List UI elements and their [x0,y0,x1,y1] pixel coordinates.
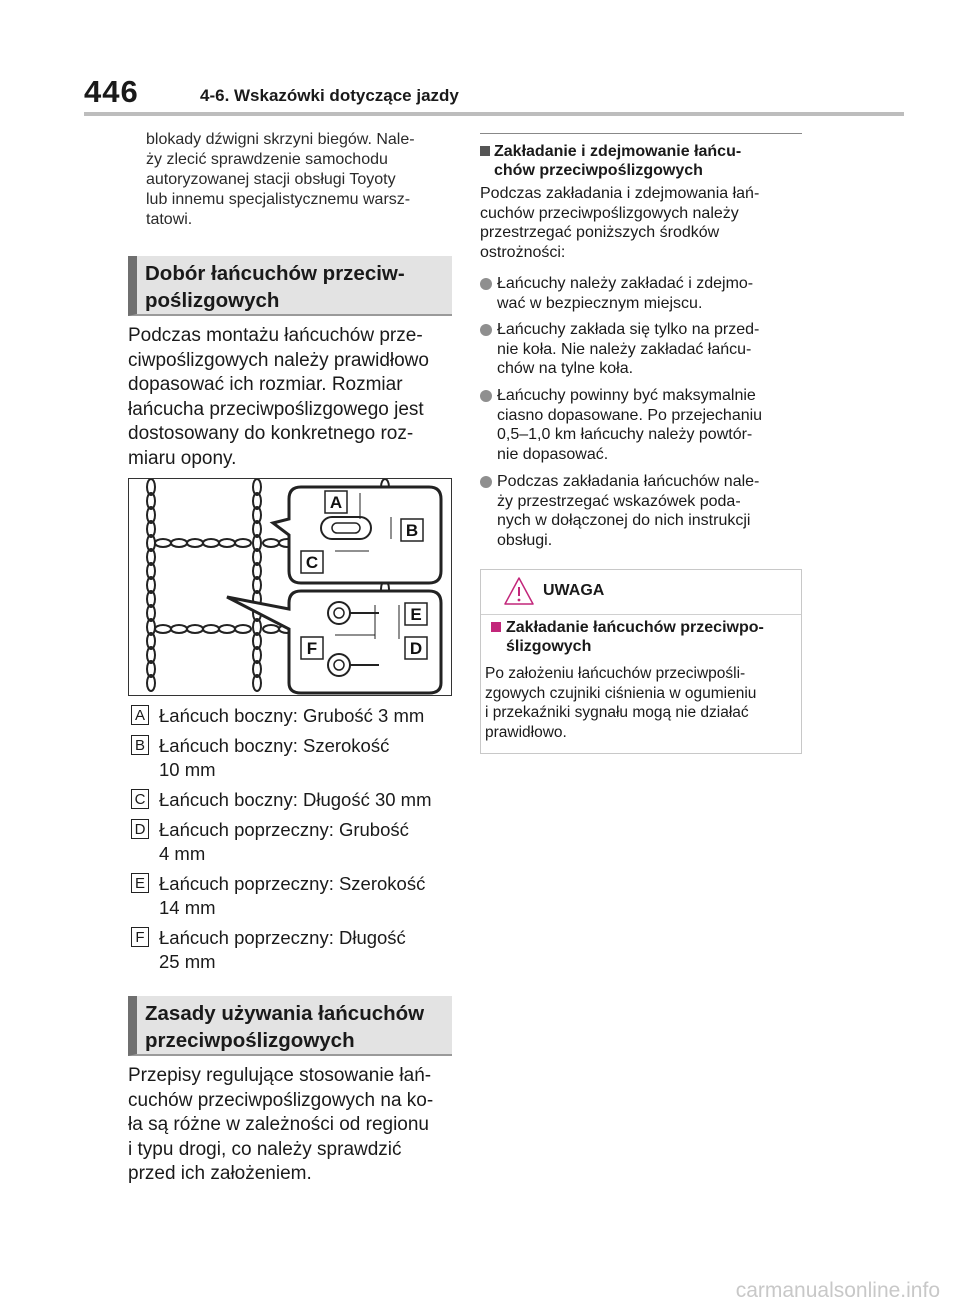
intro-line: lub innemu specjalistycznemu warsz- [146,191,411,208]
legend-line: 14 mm [159,897,216,918]
diagram-label-e: E [410,605,422,624]
snow-chain-illustration [128,478,452,696]
bullet-line: Łańcuchy należy zakładać i zdejmo- [497,275,754,292]
legend-letter: E [131,873,149,893]
legend-text [159,926,406,974]
legend-text [159,872,425,920]
legend-line: Łańcuch poprzeczny: Szerokość [159,873,426,894]
heading-chain-selection [128,256,452,316]
bullet-line: Łańcuchy zakłada się tylko na przed- [497,321,760,338]
legend-line: Łańcuch boczny: Długość 30 mm [159,789,432,810]
intro-line: blokady dźwigni skrzyni biegów. Nale- [146,131,415,148]
right-column-divider [480,133,802,134]
heading-line: przeciwpoślizgowych [145,1029,355,1052]
legend-letter: D [131,819,149,839]
para-line: dostosowany do konkretnego roz- [128,423,414,444]
legend-letter: B [131,735,149,755]
warning-line: zgowych czujniki ciśnienia w ogumieniu [485,684,757,702]
watermark: carmanualsonline.info [735,1279,940,1302]
intro-line: tatowi. [146,211,193,228]
diagram-label-b: B [405,521,419,540]
bullet-dot-icon [480,278,492,290]
intro-paragraph [146,130,456,230]
para-line: cuchów przeciwpoślizgowych na ko- [128,1089,434,1111]
heading-line: Zasady używania łańcuchów [145,1002,425,1025]
bullet-dot-icon [480,390,492,402]
bullet-dot-icon [480,476,492,488]
intro-line: autoryzowanej stacji obsługi Toyoty [146,171,396,188]
chain-size-paragraph [128,324,458,471]
chain-rules-paragraph [128,1064,458,1187]
text-line: Podczas zakładania i zdejmowania łań- [480,185,760,202]
diagram-label-c: C [305,553,319,572]
para-line: Podczas montażu łańcuchów prze- [128,325,423,346]
legend-text [159,734,389,782]
legend-text [159,788,432,812]
legend-text [159,704,424,728]
warning-box [480,569,802,754]
warning-sub-heading [491,618,791,656]
diagram-label-a: A [329,493,343,512]
text-line: przestrzegać poniższych środków [480,224,720,241]
para-line: dopasować ich rozmiar. Rozmiar [128,374,403,395]
text-line: ostrożności: [480,243,566,261]
warning-line: Po założeniu łańcuchów przeciwpośli- [485,665,746,682]
para-line: przed ich założeniem. [128,1163,312,1184]
diagram-label-f: F [306,639,318,658]
warning-line: i przekaźniki sygnału mogą nie działać [485,704,749,721]
para-line: Przepisy regulujące stosowanie łań- [128,1065,432,1086]
warning-text [485,664,799,742]
legend-line: 25 mm [159,951,216,972]
para-line: i typu drogi, co należy sprawdzić [128,1138,402,1160]
heading-chain-rules [128,996,452,1056]
bullet-line: ży przestrzegać wskazówek poda- [497,492,741,510]
para-line: łańcucha przeciwpoślizgowego jest [128,398,424,420]
bullet-line: wać w bezpiecznym miejscu. [497,294,703,312]
bullet-line: 0,5–1,0 km łańcuchy należy powtór- [497,426,753,443]
header-divider [84,112,904,116]
bullet-line: ciasno dopasowane. Po przejechaniu [497,406,763,424]
legend-line: Łańcuch poprzeczny: Długość [159,927,406,948]
install-intro-paragraph [480,184,802,262]
warning-line: prawidłowo. [485,723,567,741]
square-bullet-icon [491,622,501,632]
warning-triangle-icon [503,576,535,606]
diagram-label-d: D [409,639,423,658]
bullet-line: Podczas zakładania łańcuchów nale- [497,473,760,490]
square-bullet-icon [480,146,490,156]
section-title: 4-6. Wskazówki dotyczące jazdy [200,86,459,105]
bullet-line: Łańcuchy powinny być maksymalnie [497,387,756,404]
legend-letter: F [131,927,149,947]
legend-letter: C [131,789,149,809]
sub-heading-line: chów przeciwpoślizgowych [494,162,703,179]
legend-line: Łańcuch boczny: Szerokość [159,735,390,756]
text-line: cuchów przeciwpoślizgowych należy [480,204,739,222]
warning-sub-heading-line: ślizgowych [506,638,592,655]
heading-line: Dobór łańcuchów przeciw- [145,262,405,285]
bullet-line: chów na tylne koła. [497,360,634,377]
page-number: 446 [84,74,139,109]
sub-heading-line: Zakładanie i zdejmowanie łańcu- [494,143,742,160]
bullet-line: nie dopasować. [497,445,609,463]
para-line: miaru opony. [128,447,237,469]
para-line: ciwpoślizgowych należy prawidłowo [128,349,429,371]
heading-line: poślizgowych [145,289,280,312]
legend-line: Łańcuch poprzeczny: Grubość [159,819,409,840]
bullet-line: obsługi. [497,531,553,549]
snow-chain-diagram [129,479,451,695]
bullet-line: nie koła. Nie należy zakładać łańcu- [497,340,752,358]
legend-line: 4 mm [159,843,206,864]
legend-line: Łańcuch boczny: Grubość 3 mm [159,705,425,726]
bullet-line: nych w dołączonej do nich instrukcji [497,512,751,529]
intro-line: ży zlecić sprawdzenie samochodu [146,151,388,168]
warning-label: UWAGA [543,582,605,599]
legend-text [159,818,409,866]
bullet-dot-icon [480,324,492,336]
legend-letter: A [131,705,149,725]
legend-line: 10 mm [159,759,216,780]
sub-heading-install-remove [480,142,802,180]
warning-sub-heading-line: Zakładanie łańcuchów przeciwpo- [506,619,764,636]
para-line: ła są różne w zależności od regionu [128,1114,430,1135]
warning-divider [481,614,801,615]
